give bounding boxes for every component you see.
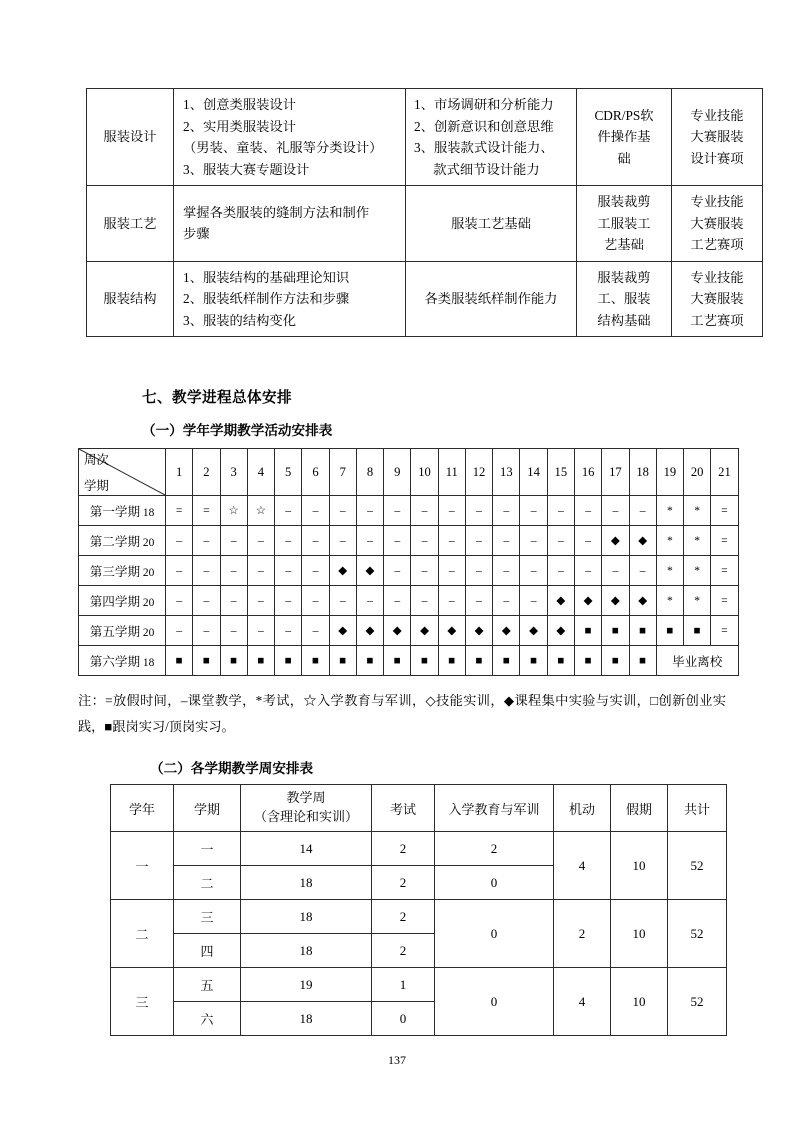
week-status-cell: – xyxy=(438,526,465,556)
text-line: 3、服装的结构变化 xyxy=(183,312,297,328)
semester-week-count: 20 xyxy=(140,567,155,579)
week-number-header: 18 xyxy=(629,449,656,496)
table-row xyxy=(111,832,727,866)
week-status-cell: ■ xyxy=(220,646,247,676)
text-line: 设计赛项 xyxy=(690,150,744,166)
week-number-header: 14 xyxy=(520,449,547,496)
week-status-cell: – xyxy=(574,496,601,526)
week-number-header: 17 xyxy=(602,449,629,496)
semester-cell: 二 xyxy=(174,866,241,900)
week-status-cell: – xyxy=(493,586,520,616)
text-line: 础 xyxy=(617,150,631,166)
week-status-cell: – xyxy=(302,526,329,556)
text-line: 艺基础 xyxy=(604,237,644,253)
week-table-legend-note: 注：=放假时间，–课堂教学，*考试，☆入学教育与军训，◇技能实训，◆课程集中实验与实训，□创新创业实践，■跟岗实习/顶岗实习。 xyxy=(78,693,726,734)
skill-cell xyxy=(406,261,577,337)
week-status-cell: – xyxy=(356,526,383,556)
text-line: 2、服装纸样制作方法和步骤 xyxy=(183,291,350,307)
text-line: （含理论和实训） xyxy=(253,809,358,824)
week-status-cell: – xyxy=(275,556,302,586)
week-number-header: 12 xyxy=(465,449,492,496)
week-status-cell: ◆ xyxy=(493,616,520,646)
week-status-cell: – xyxy=(411,556,438,586)
header-flexible: 机动 xyxy=(554,785,611,832)
course-name-cell: 服装设计 xyxy=(87,89,174,186)
week-status-cell: – xyxy=(302,616,329,646)
week-status-cell: = xyxy=(711,586,738,616)
header-holiday: 假期 xyxy=(611,785,668,832)
text-line: 件操作基 xyxy=(597,129,651,145)
week-status-cell: * xyxy=(684,586,711,616)
week-number-header: 5 xyxy=(275,449,302,496)
week-number-header: 8 xyxy=(356,449,383,496)
total-weeks-cell: 52 xyxy=(668,832,727,900)
week-status-cell: – xyxy=(465,586,492,616)
text-line: 款式细节设计能力 xyxy=(433,161,540,177)
week-number-header: 3 xyxy=(220,449,247,496)
text-line: 大赛服装 xyxy=(690,291,744,307)
subsection-heading-one: （一）学年学期教学活动安排表 xyxy=(142,423,333,438)
week-status-cell: – xyxy=(493,526,520,556)
semester-table-body xyxy=(111,785,727,1036)
week-status-cell: ◆ xyxy=(574,586,601,616)
text-line: CDR/PS软 xyxy=(594,107,654,123)
week-status-cell: ■ xyxy=(629,616,656,646)
week-status-cell: ■ xyxy=(166,646,193,676)
course-name-cell: 服装工艺 xyxy=(87,186,174,262)
week-status-cell: – xyxy=(220,586,247,616)
week-status-cell: ☆ xyxy=(247,496,274,526)
week-status-cell: * xyxy=(656,556,683,586)
flexible-weeks-cell: 2 xyxy=(554,900,611,968)
flexible-weeks-cell: 4 xyxy=(554,832,611,900)
table-row xyxy=(87,89,763,186)
week-status-cell: ■ xyxy=(602,616,629,646)
header-semester: 学期 xyxy=(174,785,241,832)
semester-week-count: 20 xyxy=(140,597,155,609)
teaching-weeks-cell: 19 xyxy=(241,968,372,1002)
week-axis-label: 周次 xyxy=(84,453,109,467)
week-status-cell: – xyxy=(220,556,247,586)
week-status-cell: – xyxy=(602,556,629,586)
semester-label-cell: 第三学期 20 xyxy=(79,556,166,586)
week-number-header: 19 xyxy=(656,449,683,496)
week-number-header: 9 xyxy=(384,449,411,496)
week-status-cell: – xyxy=(275,496,302,526)
week-status-cell: – xyxy=(247,616,274,646)
semester-cell: 五 xyxy=(174,968,241,1002)
week-table-body xyxy=(79,449,739,676)
week-status-cell: – xyxy=(411,586,438,616)
course-table-body xyxy=(87,89,763,337)
text-line: 2、创新意识和创意思维 xyxy=(414,118,554,134)
text-line: 各类服装纸样制作能力 xyxy=(424,291,558,307)
week-status-cell: – xyxy=(574,526,601,556)
week-status-cell: – xyxy=(193,586,220,616)
text-line: 工艺赛项 xyxy=(690,312,744,328)
week-status-cell: ◆ xyxy=(629,526,656,556)
text-line: 1、服装结构的基础理论知识 xyxy=(183,269,350,285)
week-status-cell: – xyxy=(166,616,193,646)
week-status-cell: – xyxy=(602,496,629,526)
week-status-cell: ◆ xyxy=(356,616,383,646)
week-status-cell: ■ xyxy=(465,646,492,676)
total-weeks-cell: 52 xyxy=(668,968,727,1036)
text-line: 专业技能 xyxy=(690,269,744,285)
week-status-cell: – xyxy=(547,526,574,556)
exam-weeks-cell: 2 xyxy=(372,900,435,934)
text-line: 1、市场调研和分析能力 xyxy=(414,97,554,112)
semester-weeks-table xyxy=(110,784,727,1036)
year-cell: 二 xyxy=(111,900,174,968)
teaching-weeks-cell: 18 xyxy=(241,900,372,934)
text-line: 大赛服装 xyxy=(690,215,744,231)
week-status-cell: – xyxy=(384,556,411,586)
text-line: 大赛服装 xyxy=(690,129,744,145)
semester-cell: 六 xyxy=(174,1002,241,1036)
teaching-weeks-cell: 14 xyxy=(241,832,372,866)
year-cell: 三 xyxy=(111,968,174,1036)
week-status-cell: * xyxy=(684,496,711,526)
week-status-cell: ■ xyxy=(247,646,274,676)
week-status-cell: ◆ xyxy=(411,616,438,646)
base-course-cell xyxy=(577,261,672,337)
teaching-weeks-cell: 18 xyxy=(241,1002,372,1036)
table-row xyxy=(79,496,739,526)
graduation-leave-cell: 毕业离校 xyxy=(656,646,738,676)
week-number-header: 20 xyxy=(684,449,711,496)
corner-box xyxy=(79,449,165,495)
text-line: 专业技能 xyxy=(690,194,744,210)
text-line: （男装、童装、礼服等分类设计） xyxy=(183,140,383,156)
semester-week-count: 20 xyxy=(140,537,155,549)
week-status-cell: – xyxy=(356,496,383,526)
week-number-header: 16 xyxy=(574,449,601,496)
week-status-cell: = xyxy=(711,496,738,526)
week-status-cell: * xyxy=(684,526,711,556)
semester-label-cell: 第五学期 20 xyxy=(79,616,166,646)
week-status-cell: ■ xyxy=(574,616,601,646)
week-status-cell: – xyxy=(384,496,411,526)
text-line: 服装裁剪 xyxy=(597,269,651,285)
week-status-cell: ■ xyxy=(520,646,547,676)
week-status-cell: – xyxy=(356,586,383,616)
week-status-cell: – xyxy=(275,526,302,556)
week-status-cell: – xyxy=(247,526,274,556)
skill-cell xyxy=(406,186,577,262)
table-row xyxy=(87,186,763,262)
week-status-cell: ◆ xyxy=(520,616,547,646)
military-weeks-cell: 0 xyxy=(435,866,554,900)
week-status-cell: – xyxy=(520,526,547,556)
week-status-cell: – xyxy=(438,556,465,586)
week-status-cell: – xyxy=(329,526,356,556)
teaching-weeks-cell: 18 xyxy=(241,934,372,968)
week-status-cell: ◆ xyxy=(329,616,356,646)
header-teaching-weeks xyxy=(241,785,372,832)
week-table-header-row xyxy=(79,449,739,496)
week-status-cell: – xyxy=(438,496,465,526)
week-status-cell: ◆ xyxy=(438,616,465,646)
week-status-cell: ■ xyxy=(547,646,574,676)
text-line: 工服装工 xyxy=(597,215,651,231)
holiday-weeks-cell: 10 xyxy=(611,832,668,900)
week-number-header: 1 xyxy=(166,449,193,496)
military-weeks-cell: 0 xyxy=(435,968,554,1036)
course-name-cell: 服装结构 xyxy=(87,261,174,337)
section-heading-seven: 七、教学进程总体安排 xyxy=(142,390,292,406)
week-status-cell: – xyxy=(411,496,438,526)
week-status-cell: – xyxy=(275,616,302,646)
table-row xyxy=(79,616,739,646)
semester-label-cell: 第二学期 20 xyxy=(79,526,166,556)
exam-weeks-cell: 1 xyxy=(372,968,435,1002)
header-exam: 考试 xyxy=(372,785,435,832)
header-military: 入学教育与军训 xyxy=(435,785,554,832)
week-status-cell: ■ xyxy=(574,646,601,676)
week-status-cell: ■ xyxy=(193,646,220,676)
weekly-activity-schedule-table xyxy=(78,448,739,676)
week-status-cell: ■ xyxy=(411,646,438,676)
year-cell: 一 xyxy=(111,832,174,900)
week-status-cell: – xyxy=(193,526,220,556)
table-row xyxy=(111,900,727,934)
text-line: 1、创意类服装设计 xyxy=(183,97,297,112)
week-status-cell: ■ xyxy=(275,646,302,676)
total-weeks-cell: 52 xyxy=(668,900,727,968)
week-status-cell: – xyxy=(302,556,329,586)
week-status-cell: * xyxy=(684,556,711,586)
table-row xyxy=(87,261,763,337)
exam-weeks-cell: 0 xyxy=(372,1002,435,1036)
subsection-heading-two: （二）各学期教学周安排表 xyxy=(150,761,314,776)
week-status-cell: – xyxy=(220,526,247,556)
week-status-cell: – xyxy=(166,556,193,586)
week-status-cell: – xyxy=(465,496,492,526)
week-status-cell: ■ xyxy=(329,646,356,676)
semester-label-cell: 第四学期 20 xyxy=(79,586,166,616)
teaching-weeks-cell: 18 xyxy=(241,866,372,900)
week-status-cell: – xyxy=(411,526,438,556)
semester-label-cell: 第六学期 18 xyxy=(79,646,166,676)
week-status-cell: – xyxy=(166,526,193,556)
week-number-header: 21 xyxy=(711,449,738,496)
week-status-cell: – xyxy=(193,556,220,586)
week-status-cell: – xyxy=(465,526,492,556)
week-status-cell: * xyxy=(656,496,683,526)
text-line: 2、实用类服装设计 xyxy=(183,118,297,134)
text-line: 教学周 xyxy=(286,790,326,806)
week-status-cell: ◆ xyxy=(384,616,411,646)
week-status-cell: ☆ xyxy=(220,496,247,526)
week-status-cell: – xyxy=(220,616,247,646)
week-status-cell: – xyxy=(493,496,520,526)
semester-cell: 四 xyxy=(174,934,241,968)
semester-week-count: 18 xyxy=(140,657,155,669)
week-number-header: 2 xyxy=(193,449,220,496)
week-status-cell: ◆ xyxy=(356,556,383,586)
week-number-header: 4 xyxy=(247,449,274,496)
competition-match-cell xyxy=(672,186,763,262)
semester-cell: 一 xyxy=(174,832,241,866)
text-line: 3、服装款式设计能力、 xyxy=(414,140,554,156)
text-line: 掌握各类服装的缝制方法和制作 xyxy=(183,204,370,220)
week-status-cell: ◆ xyxy=(465,616,492,646)
week-status-cell: – xyxy=(520,586,547,616)
week-status-cell: = xyxy=(711,526,738,556)
exam-weeks-cell: 2 xyxy=(372,866,435,900)
week-status-cell: ■ xyxy=(656,616,683,646)
table-row xyxy=(79,646,739,676)
competition-match-cell xyxy=(672,261,763,337)
week-status-cell: – xyxy=(547,556,574,586)
week-status-cell: – xyxy=(329,586,356,616)
week-number-header: 10 xyxy=(411,449,438,496)
week-number-header: 13 xyxy=(493,449,520,496)
week-status-cell: ◆ xyxy=(602,526,629,556)
table-row xyxy=(79,586,739,616)
week-status-cell: ◆ xyxy=(547,616,574,646)
skill-cell xyxy=(406,89,577,186)
week-number-header: 7 xyxy=(329,449,356,496)
week-number-header: 11 xyxy=(438,449,465,496)
week-status-cell: = xyxy=(711,616,738,646)
week-status-cell: – xyxy=(465,556,492,586)
knowledge-cell xyxy=(174,89,406,186)
text-line: 服装工艺基础 xyxy=(451,215,531,231)
knowledge-cell xyxy=(174,186,406,262)
table-row xyxy=(79,526,739,556)
week-status-cell: ■ xyxy=(302,646,329,676)
knowledge-cell xyxy=(174,261,406,337)
week-number-header: 6 xyxy=(302,449,329,496)
week-status-cell: – xyxy=(193,616,220,646)
competition-match-cell xyxy=(672,89,763,186)
week-status-cell: * xyxy=(656,526,683,556)
header-year: 学年 xyxy=(111,785,174,832)
base-course-cell xyxy=(577,89,672,186)
base-course-cell xyxy=(577,186,672,262)
flexible-weeks-cell: 4 xyxy=(554,968,611,1036)
text-line: 工、服装 xyxy=(597,291,651,307)
week-status-cell: – xyxy=(302,586,329,616)
week-status-cell: – xyxy=(166,586,193,616)
semester-week-count: 20 xyxy=(140,627,155,639)
week-status-cell: = xyxy=(711,556,738,586)
week-semester-corner-cell xyxy=(79,449,166,496)
week-status-cell: = xyxy=(193,496,220,526)
text-line: 工艺赛项 xyxy=(690,237,744,253)
text-line: 结构基础 xyxy=(597,312,651,328)
week-status-cell: * xyxy=(656,586,683,616)
week-number-header: 15 xyxy=(547,449,574,496)
week-status-cell: – xyxy=(574,556,601,586)
week-status-cell: – xyxy=(438,586,465,616)
week-status-cell: ■ xyxy=(602,646,629,676)
week-status-cell: ◆ xyxy=(629,586,656,616)
week-status-cell: – xyxy=(247,556,274,586)
week-status-cell: – xyxy=(302,496,329,526)
week-status-cell: – xyxy=(547,496,574,526)
week-status-cell: ■ xyxy=(629,646,656,676)
semester-cell: 三 xyxy=(174,900,241,934)
exam-weeks-cell: 2 xyxy=(372,934,435,968)
week-status-cell: ■ xyxy=(438,646,465,676)
week-status-cell: – xyxy=(384,526,411,556)
week-status-cell: ■ xyxy=(493,646,520,676)
week-status-cell: – xyxy=(384,586,411,616)
table-row xyxy=(111,968,727,1002)
semester-table-header-row xyxy=(111,785,727,832)
course-ability-table xyxy=(86,88,763,337)
military-weeks-cell: 0 xyxy=(435,900,554,968)
semester-label-cell: 第一学期 18 xyxy=(79,496,166,526)
table-row xyxy=(79,556,739,586)
holiday-weeks-cell: 10 xyxy=(611,968,668,1036)
holiday-weeks-cell: 10 xyxy=(611,900,668,968)
week-status-cell: – xyxy=(520,556,547,586)
week-status-cell: – xyxy=(629,556,656,586)
header-total: 共计 xyxy=(668,785,727,832)
week-status-cell: – xyxy=(275,586,302,616)
text-line: 步骤 xyxy=(183,226,210,242)
week-status-cell: – xyxy=(520,496,547,526)
week-status-cell: – xyxy=(493,556,520,586)
week-status-cell: ◆ xyxy=(329,556,356,586)
week-status-cell: ■ xyxy=(384,646,411,676)
semester-week-count: 18 xyxy=(140,507,155,519)
week-status-cell: ◆ xyxy=(602,586,629,616)
text-line: 服装裁剪 xyxy=(597,194,651,210)
page-number: 137 xyxy=(388,1053,406,1067)
week-status-cell: ◆ xyxy=(547,586,574,616)
week-status-cell: ■ xyxy=(684,616,711,646)
week-status-cell: ■ xyxy=(356,646,383,676)
week-status-cell: – xyxy=(247,586,274,616)
exam-weeks-cell: 2 xyxy=(372,832,435,866)
text-line: 3、服装大赛专题设计 xyxy=(183,161,310,177)
week-status-cell: – xyxy=(329,496,356,526)
week-status-cell: = xyxy=(166,496,193,526)
semester-axis-label: 学期 xyxy=(84,479,109,493)
week-status-cell: – xyxy=(629,496,656,526)
text-line: 专业技能 xyxy=(690,107,744,123)
military-weeks-cell: 2 xyxy=(435,832,554,866)
